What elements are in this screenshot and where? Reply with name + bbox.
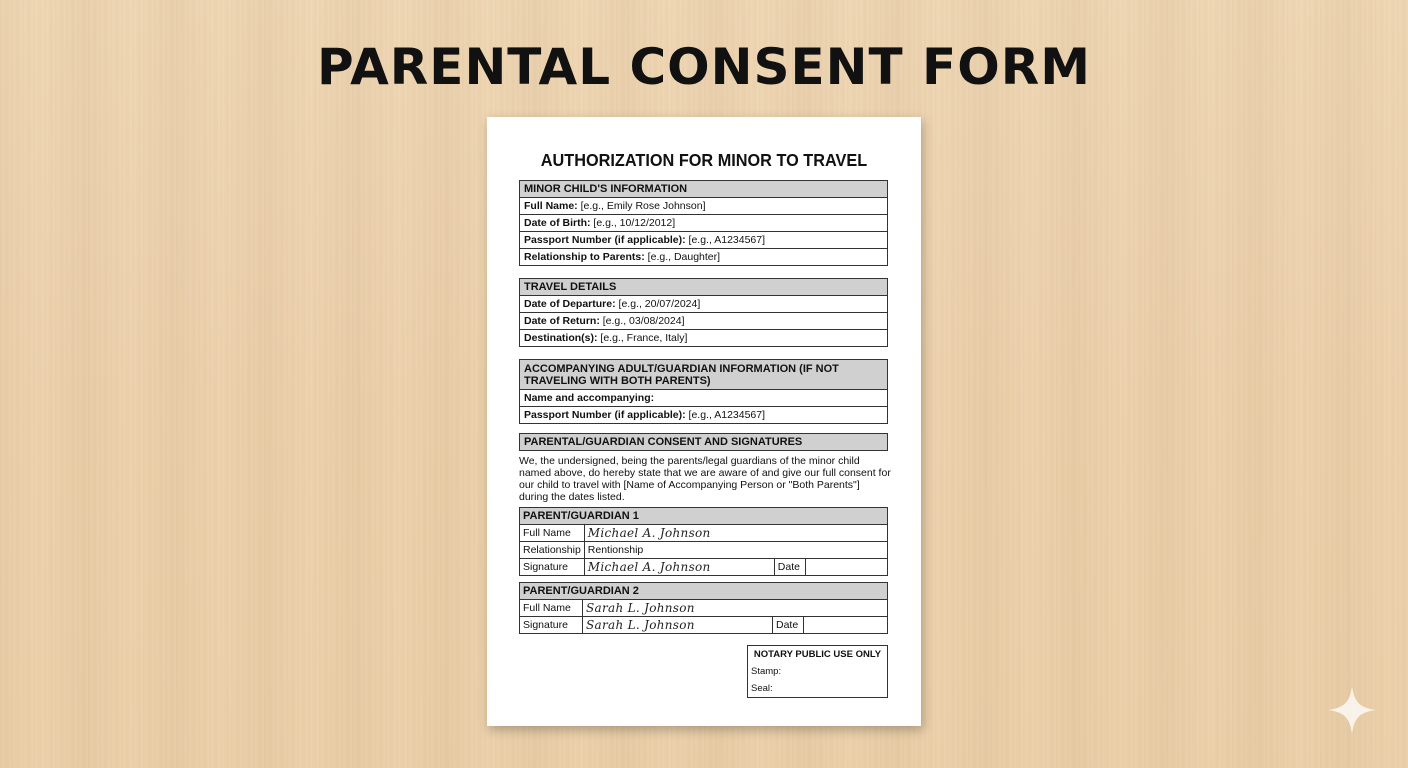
minor-info-section: [519, 180, 888, 266]
parent1-date-field[interactable]: [805, 559, 887, 576]
parent2-signature-label: Signature: [520, 617, 583, 634]
destination-field[interactable]: [520, 330, 887, 347]
consent-form-document: [487, 117, 921, 726]
field-value: [e.g., A1234567]: [685, 409, 766, 421]
parent2-header: PARENT/GUARDIAN 2: [520, 583, 888, 600]
accompanying-passport-field[interactable]: [520, 407, 887, 424]
field-label: Date of Birth:: [524, 217, 591, 229]
parent2-table: [519, 582, 888, 634]
parent2-full-name-label: Full Name: [520, 600, 583, 617]
travel-details-header: TRAVEL DETAILS: [520, 279, 887, 296]
minor-passport-field[interactable]: [520, 232, 887, 249]
notary-title: NOTARY PUBLIC USE ONLY: [753, 649, 882, 660]
accompanying-adult-section: [519, 359, 888, 424]
field-label: Passport Number (if applicable):: [524, 234, 686, 246]
field-value: [e.g., France, Italy]: [597, 332, 688, 344]
minor-info-header: MINOR CHILD'S INFORMATION: [520, 181, 887, 198]
parent1-full-name-label: Full Name: [520, 525, 585, 542]
field-label: Destination(s):: [524, 332, 598, 344]
minor-relationship-field[interactable]: [520, 249, 887, 266]
accompanying-adult-header: ACCOMPANYING ADULT/GUARDIAN INFORMATION (IF NOT TRAVELING WITH BOTH PARENTS): [520, 360, 887, 390]
parent1-full-name-field[interactable]: Michael A. Johnson: [584, 525, 887, 542]
parent1-signature-label: Signature: [520, 559, 585, 576]
parent2-date-field[interactable]: [804, 617, 888, 634]
sparkle-icon: [1328, 686, 1376, 734]
field-value: [e.g., 10/12/2012]: [590, 217, 676, 229]
page-title: PARENTAL CONSENT FORM: [317, 38, 1091, 96]
consent-statement: We, the undersigned, being the parents/legal guardians of the minor child named above, do hereby state that we are aware of and give our full consent for our child to travel with [Name of Accompanying Person or "Both Parents"] during the dates listed.: [519, 455, 891, 503]
consent-section: [519, 433, 888, 451]
consent-header: PARENTAL/GUARDIAN CONSENT AND SIGNATURES: [520, 434, 887, 451]
parent1-table: [519, 507, 888, 576]
parent1-header: PARENT/GUARDIAN 1: [520, 508, 888, 525]
field-label: Relationship to Parents:: [524, 251, 645, 263]
parent1-date-label: Date: [774, 559, 805, 576]
field-value: [e.g., Emily Rose Johnson]: [577, 200, 706, 212]
notary-box: [747, 645, 888, 698]
parent2-full-name-field[interactable]: Sarah L. Johnson: [583, 600, 888, 617]
field-label: Date of Departure:: [524, 298, 616, 310]
parent1-signature-field[interactable]: Michael A. Johnson: [584, 559, 774, 576]
field-value: [e.g., A1234567]: [685, 234, 766, 246]
parent1-relationship-field[interactable]: Rentionship: [584, 542, 887, 559]
accompanying-name-field[interactable]: [520, 390, 887, 407]
minor-dob-field[interactable]: [520, 215, 887, 232]
minor-full-name-field[interactable]: [520, 198, 887, 215]
departure-date-field[interactable]: [520, 296, 887, 313]
field-label: Full Name:: [524, 200, 578, 212]
notary-seal-label: Seal:: [751, 683, 773, 694]
field-value: [e.g., 03/08/2024]: [599, 315, 685, 327]
notary-stamp-label: Stamp:: [751, 666, 782, 677]
document-title: AUTHORIZATION FOR MINOR TO TRAVEL: [540, 150, 868, 170]
field-label: Passport Number (if applicable):: [524, 409, 686, 421]
field-label: Date of Return:: [524, 315, 600, 327]
travel-details-section: [519, 278, 888, 347]
parent1-relationship-label: Relationship: [520, 542, 585, 559]
parent2-signature-field[interactable]: Sarah L. Johnson: [583, 617, 773, 634]
field-label: Name and accompanying:: [524, 392, 655, 404]
parent2-date-label: Date: [773, 617, 804, 634]
field-value: [e.g., 20/07/2024]: [615, 298, 701, 310]
field-value: [e.g., Daughter]: [644, 251, 721, 263]
return-date-field[interactable]: [520, 313, 887, 330]
